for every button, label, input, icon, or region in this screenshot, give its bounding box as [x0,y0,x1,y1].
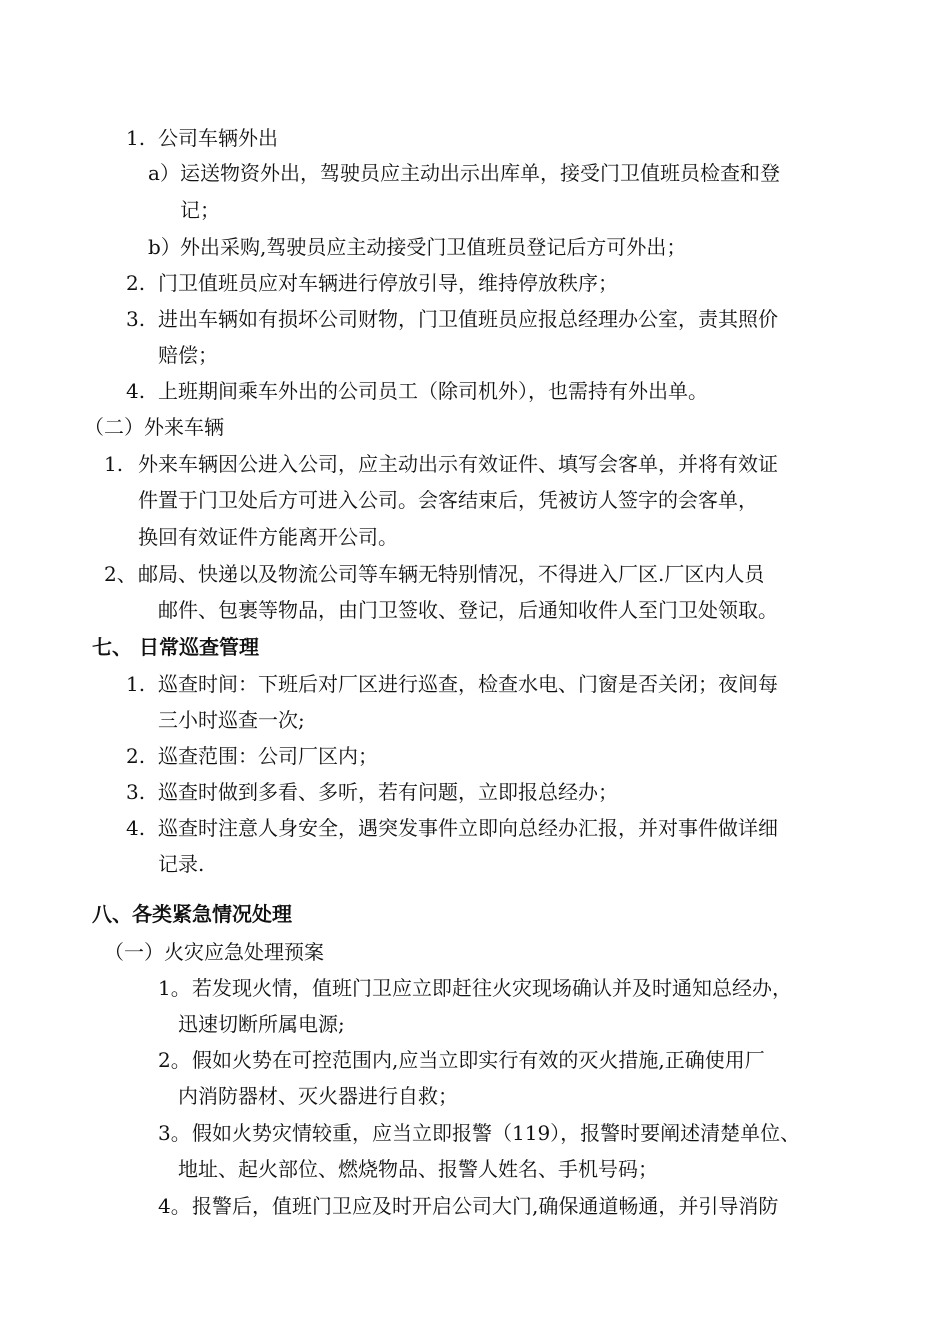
list-item [158,1121,800,1145]
list-number: 3. [126,307,146,331]
list-continuation: 内消防器材、灭火器进行自救； [178,1084,458,1108]
list-text: 假如火势灾情较重，应当立即报警（119），报警时要阐述清楚单位、 [192,1121,801,1145]
list-text: 门卫值班员应对车辆进行停放引导，维持停放秩序； [158,271,618,295]
list-continuation: 三小时巡查一次; [158,708,305,732]
list-text: 上班期间乘车外出的公司员工（除司机外），也需持有外出单。 [158,379,708,403]
list-continuation: 地址、起火部位、燃烧物品、报警人姓名、手机号码； [178,1157,658,1181]
list-number: 4。 [158,1194,191,1218]
subsection-heading: （二）外来车辆 [84,415,224,439]
list-item [158,976,792,1000]
list-continuation: 赔偿； [158,343,218,367]
list-continuation: 记录. [158,852,205,876]
list-continuation: 迅速切断所属电源; [178,1012,345,1036]
section-heading: 七、 日常巡查管理 [92,635,259,659]
list-number: 4. [126,816,146,840]
list-number: 3. [126,780,146,804]
list-number: 1。 [158,976,191,1000]
list-number: 4. [126,379,146,403]
list-text: 公司车辆外出 [158,126,278,150]
list-item [148,161,780,185]
list-number: b） [148,235,181,259]
list-continuation: 换回有效证件方能离开公司。 [138,525,398,549]
list-text: 报警后，值班门卫应及时开启公司大门,确保通道畅通，并引导消防 [192,1194,779,1218]
list-number: 2. [126,271,146,295]
list-item [126,672,778,696]
list-item [158,1194,778,1218]
list-item [104,452,778,476]
list-text: 运送物资外出，驾驶员应主动出示出库单，接受门卫值班员检查和登 [180,161,780,185]
list-item [126,379,708,403]
list-number: 1. [126,672,146,696]
list-text: 巡查时注意人身安全，遇突发事件立即向总经办汇报，并对事件做详细 [158,816,778,840]
list-item [126,271,618,295]
subsection-heading: （一）火灾应急处理预案 [104,940,324,964]
list-number: 3。 [158,1121,191,1145]
list-item [126,816,778,840]
list-text: 外来车辆因公进入公司，应主动出示有效证件、填写会客单，并将有效证 [138,452,778,476]
list-continuation: 记； [180,198,220,222]
list-number: a） [148,161,180,185]
list-item [148,235,686,259]
list-item [126,307,778,331]
list-item [104,562,764,586]
list-number: 1. [104,452,124,476]
list-item [126,126,278,150]
list-text: 邮局、快递以及物流公司等车辆无特别情况，不得进入厂区.厂区内人员 [138,562,765,586]
list-text: 外出采购,驾驶员应主动接受门卫值班员登记后方可外出； [180,235,687,259]
list-item [158,1048,765,1072]
list-text: 巡查时做到多看、多听，若有问题，立即报总经办； [158,780,618,804]
list-text: 若发现火情，值班门卫应立即赶往火灾现场确认并及时通知总经办， [192,976,792,1000]
list-item [126,780,618,804]
section-heading: 八、各类紧急情况处理 [92,902,292,926]
list-number: 2、 [104,562,137,586]
list-continuation: 件置于门卫处后方可进入公司。会客结束后，凭被访人签字的会客单， [138,488,758,512]
list-text: 假如火势在可控范围内,应当立即实行有效的灭火措施,正确使用厂 [192,1048,765,1072]
list-text: 巡查范围：公司厂区内； [158,744,378,768]
list-continuation: 邮件、包裹等物品，由门卫签收、登记，后通知收件人至门卫处领取。 [158,598,778,622]
list-number: 2。 [158,1048,191,1072]
list-item [126,744,378,768]
list-number: 2. [126,744,146,768]
list-text: 进出车辆如有损坏公司财物，门卫值班员应报总经理办公室，责其照价 [158,307,778,331]
list-text: 巡查时间：下班后对厂区进行巡查，检查水电、门窗是否关闭；夜间每 [158,672,778,696]
list-number: 1. [126,126,146,150]
